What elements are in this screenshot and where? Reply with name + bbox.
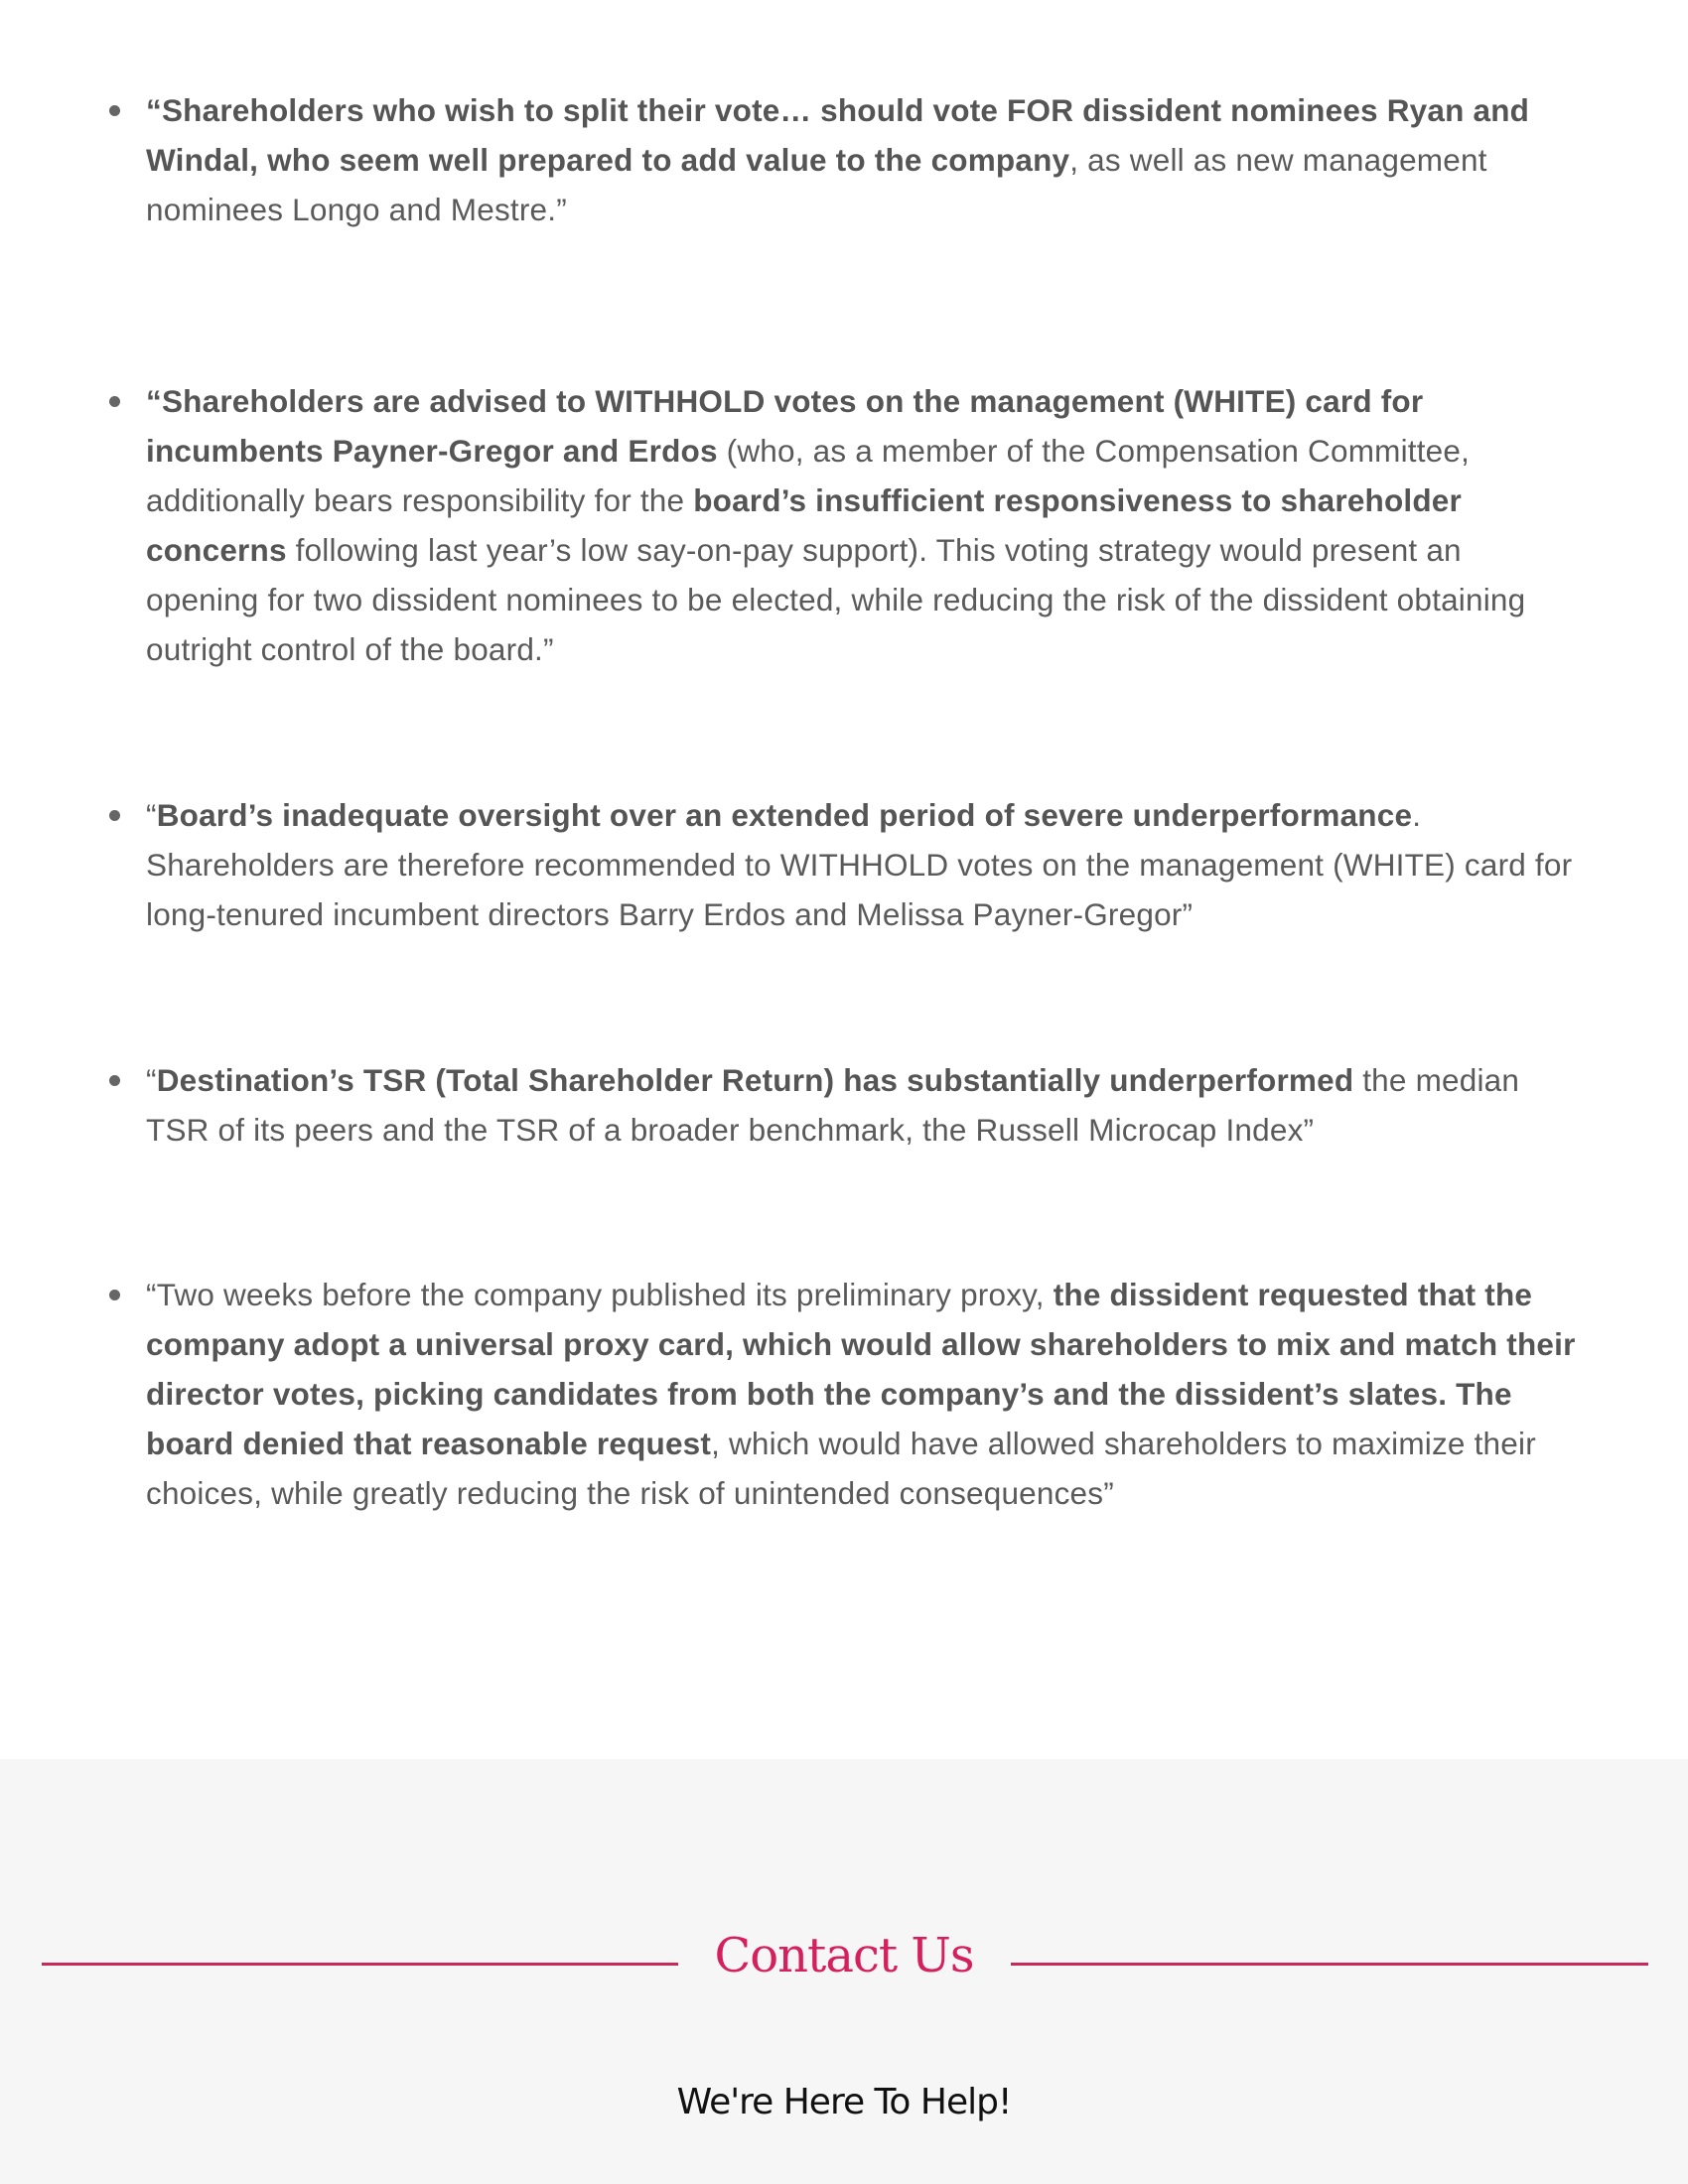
contact-subtitle: We're Here To Help! xyxy=(676,2082,1012,2122)
quote-text: following last year’s low say-on-pay support). This voting strategy would present an opening for two dissident nominees to be elected, while reducing the risk of the dissident obtaining outright control of the board.” xyxy=(146,532,1526,667)
quote-list-item xyxy=(146,376,1576,674)
quote-text: “ xyxy=(146,797,157,833)
quote-text: , which would have allowed shareholders to maximize their choices, while greatly reducing the risk of unintended consequences” xyxy=(146,1426,1536,1511)
quote-text: “Two weeks before the company published its preliminary proxy, xyxy=(146,1277,1054,1312)
quote-text: (who, as a member of the Compensation Committee, additionally bears responsibility for the xyxy=(146,433,1471,518)
quote-text: . Shareholders are therefore recommended to WITHHOLD votes on the management (WHITE) card for long-tenured incumbent directors Barry Erdos and Melissa Payner-Gregor” xyxy=(146,797,1573,932)
quote-text-bold: Destination’s TSR (Total Shareholder Return) has substantially underperformed xyxy=(156,1062,1354,1098)
quote-text: the median TSR of its peers and the TSR of a broader benchmark, the Russell Microcap Index” xyxy=(146,1062,1520,1148)
quote-list-item xyxy=(146,790,1576,939)
quote-text-bold: the dissident requested that the company adopt a universal proxy card, which would allow shareholders to mix and match their director votes, picking candidates from both the company’s and the dissident’s slates. The board denied that reasonable request xyxy=(146,1277,1576,1461)
quote-text-bold: “Shareholders are advised to WITHHOLD votes on the management (WHITE) card for incumbents Payner-Gregor and Erdos xyxy=(146,383,1424,469)
bullet-icon xyxy=(109,1075,120,1086)
quote-text-bold: “Shareholders who wish to split their vote… should vote FOR dissident nominees Ryan and Windal, who seem well prepared to add value to the company xyxy=(146,92,1530,178)
quote-list-item xyxy=(146,1055,1576,1155)
contact-section xyxy=(0,1759,1688,2184)
bullet-icon xyxy=(109,1290,120,1300)
quote-text-bold: Board’s inadequate oversight over an extended period of severe underperformance xyxy=(156,797,1413,833)
contact-title: Contact Us xyxy=(714,1928,974,1983)
quote-text: “ xyxy=(146,1062,157,1098)
quote-text: , as well as new management nominees Longo and Mestre.” xyxy=(146,142,1487,227)
bullet-icon xyxy=(109,396,120,407)
quote-list-item xyxy=(146,1270,1576,1518)
quote-list-item xyxy=(146,85,1576,234)
bullet-icon xyxy=(109,810,120,821)
bullet-icon xyxy=(109,105,120,116)
quote-text-bold: board’s insufficient responsiveness to shareholder concerns xyxy=(146,482,1462,568)
